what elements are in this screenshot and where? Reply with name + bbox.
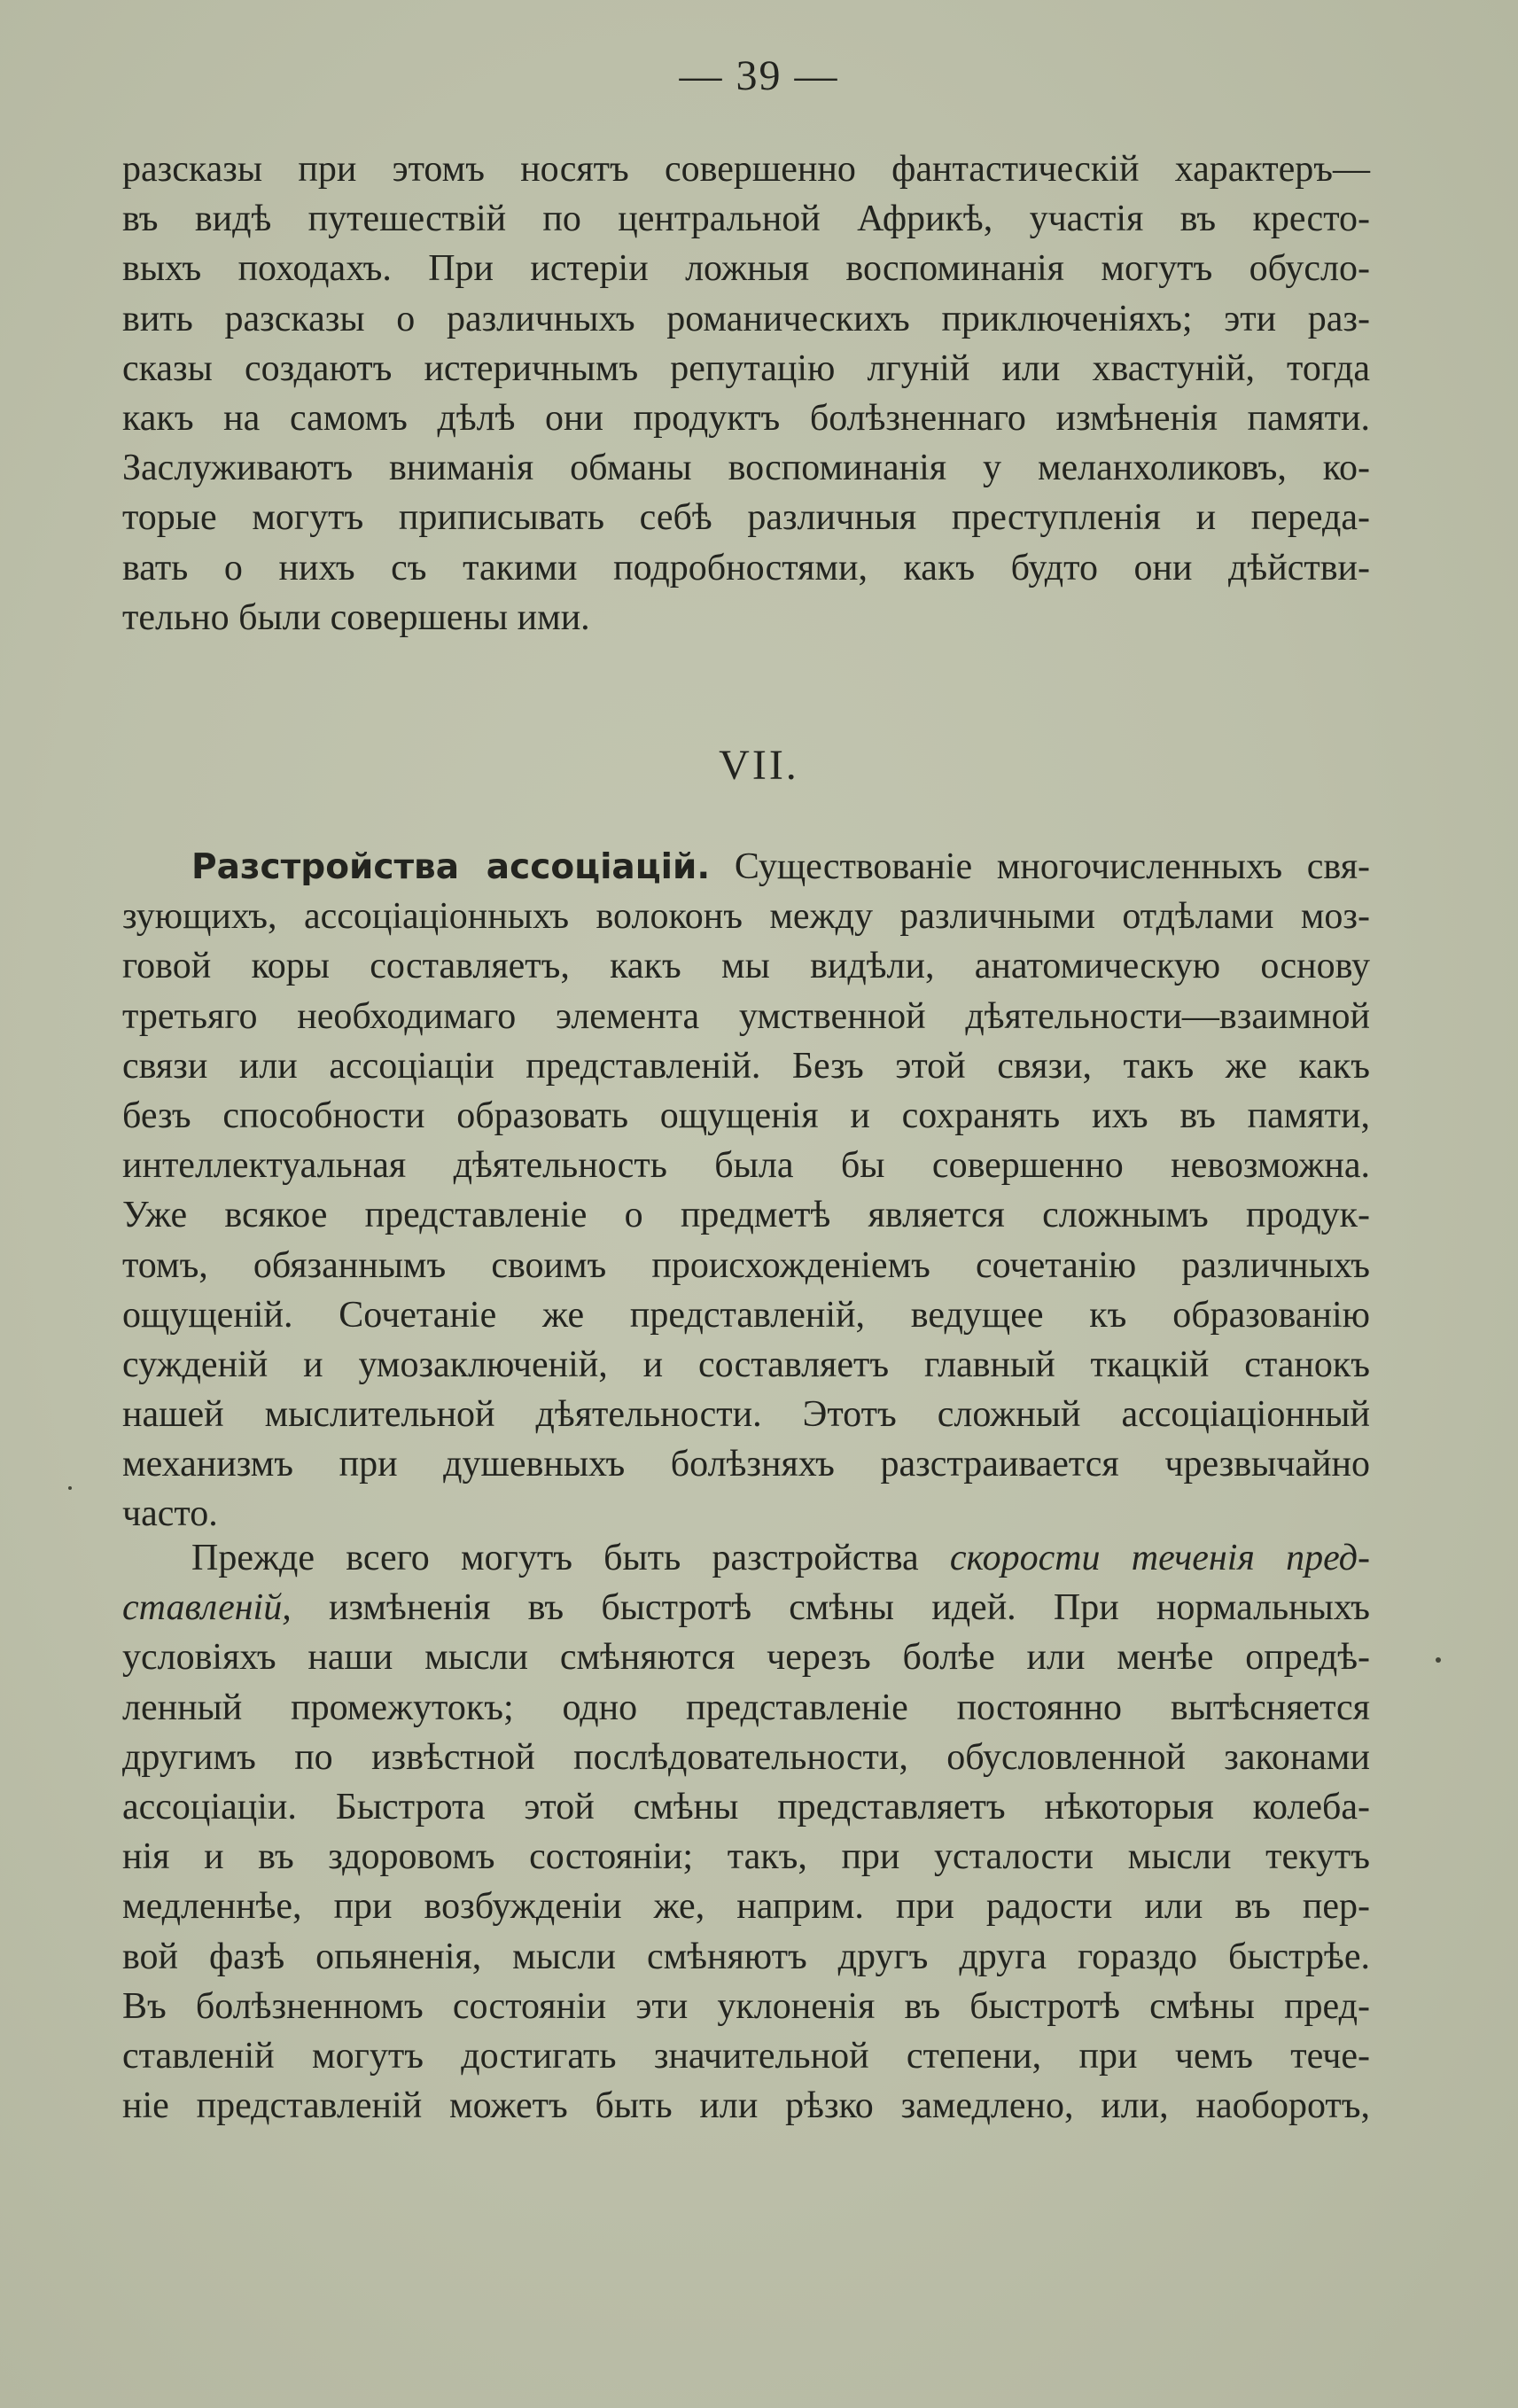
text-line: выхъ походахъ. При истеріи ложныя воспоминанія могутъ обусло- — [122, 248, 1370, 290]
emphasized-term: ставленій, — [122, 1587, 292, 1629]
text-line: какъ на самомъ дѣлѣ они продуктъ болѣзненнаго измѣненія памяти. — [122, 397, 1370, 439]
text-line: сказы создаютъ истеричнымъ репутацію лгуній или хвастуній, тогда — [122, 347, 1370, 389]
paragraph-speed-of-ideas — [122, 1533, 1370, 2131]
text-line: механизмъ при душевныхъ болѣзняхъ разстраивается чрезвычайно — [122, 1444, 1370, 1485]
text-line: разсказы при этомъ носятъ совершенно фантастическій характеръ— — [122, 149, 1370, 190]
text-line: въ видѣ путешествій по центральной Африкѣ, участія въ кресто- — [122, 199, 1370, 240]
text-line: третьяго необходимаго элемента умственной дѣятельности—взаимной — [122, 995, 1370, 1037]
section-heading: VII. — [719, 742, 799, 789]
text-line: Уже всякое представленіе о предметѣ является сложнымъ продук- — [122, 1195, 1370, 1236]
text-line: условіяхъ наши мысли смѣняются черезъ болѣе или менѣе опредѣ- — [122, 1637, 1370, 1679]
text-fragment: Существованіе многочисленныхъ свя- — [734, 846, 1371, 887]
text-line: нія и въ здоровомъ состояніи; такъ, при усталости мысли текутъ — [122, 1836, 1370, 1878]
text-line: ленный промежутокъ; одно представленіе постоянно вытѣсняется — [122, 1687, 1370, 1728]
text-line: безъ способности образовать ощущенія и сохранять ихъ въ памяти, — [122, 1095, 1370, 1136]
ink-speck — [68, 1486, 72, 1490]
text-line: ніе представленій можетъ быть или рѣзко замедлено, или, наоборотъ, — [122, 2085, 1370, 2127]
page-number: — 39 — — [679, 52, 839, 99]
text-line: ощущеній. Сочетаніе же представленій, ведущее къ образованію — [122, 1294, 1370, 1336]
paragraph-false-memories — [122, 144, 1370, 643]
text-line: Въ болѣзненномъ состояніи эти уклоненія въ быстротѣ смѣны пред- — [122, 1985, 1370, 2027]
ink-speck — [1436, 1657, 1441, 1663]
text-line: нашей мыслительной дѣятельности. Этотъ сложный ассоціаціонный — [122, 1394, 1370, 1436]
text-fragment: Прежде всего могутъ быть разстройства — [191, 1538, 950, 1578]
text-line: говой коры составляетъ, какъ мы видѣли, анатомическую основу — [122, 946, 1370, 987]
text-line: сужденій и умозаключеній, и составляетъ главный ткацкій станокъ — [122, 1344, 1370, 1385]
text-line: вать о нихъ съ такими подробностями, какъ будто они дѣйстви- — [122, 547, 1370, 588]
text-fragment: измѣненія въ быстротѣ смѣны идей. При нормальныхъ — [291, 1587, 1370, 1629]
paragraph-association-disorders — [122, 842, 1370, 1539]
text-line: вить разсказы о различныхъ романическихъ приключеніяхъ; эти раз- — [122, 298, 1370, 339]
text-line: интеллектуальная дѣятельность была бы совершенно невозможна. — [122, 1145, 1370, 1187]
text-line: вой фазѣ опьяненія, мысли смѣняютъ другъ друга гораздо быстрѣе. — [122, 1936, 1370, 1977]
text-line-with-emphasis — [122, 1583, 1370, 1633]
text-line: другимъ по извѣстной послѣдовательности, обусловленной законами — [122, 1736, 1370, 1778]
text-line: тельно были совершены ими. — [122, 596, 590, 638]
text-line: связи или ассоціаціи представленій. Безъ этой связи, такъ же какъ — [122, 1045, 1370, 1087]
text-line-with-emphasis — [122, 1533, 1370, 1583]
emphasized-term: скорости теченія пред- — [949, 1538, 1370, 1578]
text-line: медленнѣе, при возбужденіи же, наприм. при радости или въ пер- — [122, 1886, 1370, 1928]
text-line: ставленій могутъ достигать значительной степени, при чемъ тече- — [122, 2035, 1370, 2077]
text-line: часто. — [122, 1493, 218, 1535]
text-line: томъ, обязаннымъ своимъ происхожденіемъ сочетанію различныхъ — [122, 1244, 1370, 1286]
text-line: ассоціаціи. Быстрота этой смѣны представляетъ нѣкоторыя колеба- — [122, 1786, 1370, 1827]
paragraph-lead-heading: Разстройства ассоціацій. — [191, 847, 711, 887]
text-line: торые могутъ приписывать себѣ различныя преступленія и переда- — [122, 497, 1370, 539]
text-line: зующихъ, ассоціаціонныхъ волоконъ между различными отдѣлами моз- — [122, 896, 1370, 938]
text-line-with-lead — [122, 842, 1370, 892]
text-line: Заслуживаютъ вниманія обманы воспоминанія у меланхоликовъ, ко- — [122, 448, 1370, 489]
